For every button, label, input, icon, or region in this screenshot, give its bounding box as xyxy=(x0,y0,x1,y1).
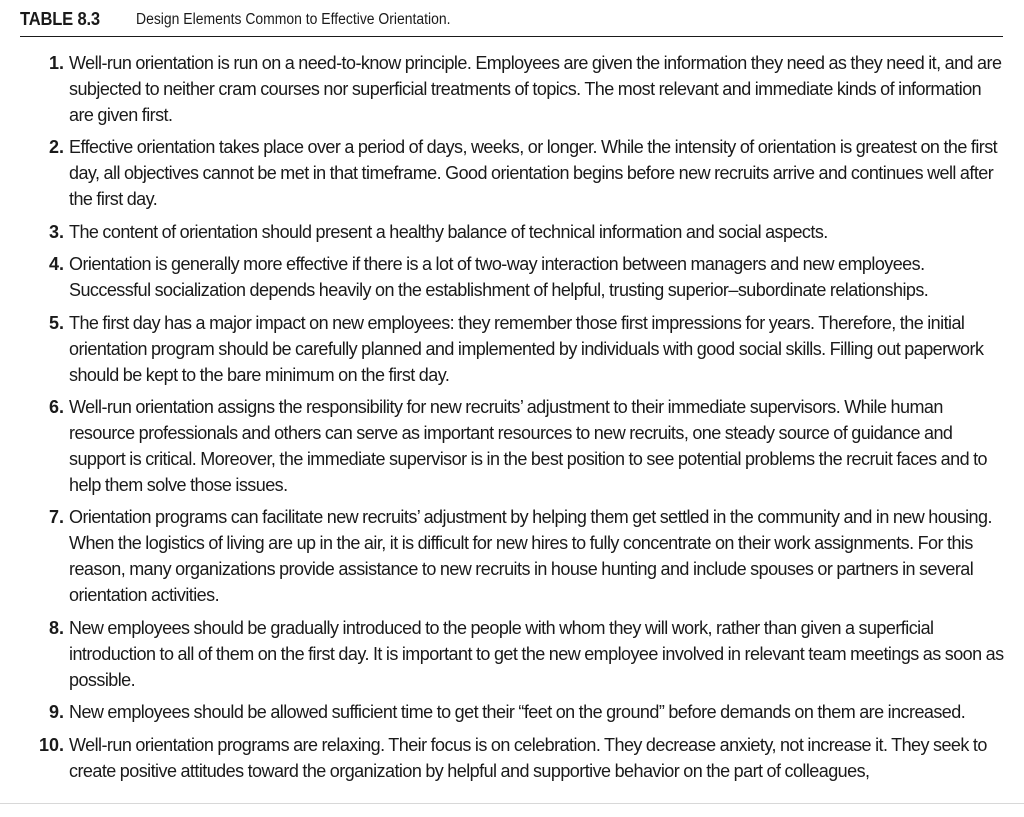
list-item xyxy=(0,699,1024,725)
item-text: The first day has a major impact on new employees: they remember those first impressions for years. Therefore, the initial orientation program should be carefully planned and implemented by individuals with good social skills. Filling out paperwork should be kept to the bare minimum on the first day. xyxy=(69,312,984,385)
list-item xyxy=(0,134,1024,212)
item-text: Orientation is generally more effective if there is a lot of two-way interaction between managers and new employees. Successful socialization depends heavily on the establishment of helpful, trusting superior–subordinate relationships. xyxy=(69,254,929,301)
item-number: 6. xyxy=(48,396,64,417)
item-number: 2. xyxy=(48,137,64,158)
item-text: Well-run orientation assigns the responsibility for new recruits’ adjustment to their immediate supervisors. While human resource professionals and others can serve as important resources to new recruits, one steady source of guidance and support is critical. Moreover, the immediate supervisor is in the best position to see potential problems the recruit faces and to help them solve those issues. xyxy=(69,396,987,495)
table-caption: Design Elements Common to Effective Orientation. xyxy=(136,11,451,28)
item-text: The content of orientation should present a healthy balance of technical information and social aspects. xyxy=(69,221,828,242)
orientation-elements-list xyxy=(0,50,1024,790)
list-item xyxy=(0,310,1024,388)
list-item xyxy=(0,615,1024,693)
table-header xyxy=(20,8,1003,37)
item-text: Orientation programs can facilitate new recruits’ adjustment by helping them get settled in the community and in new housing. When the logistics of living are up in the air, it is difficult for new hires to fully concentrate on their work assignments. For this reason, many organizations provide assistance to new recruits in house hunting and include spouses or partners in several orientation activities. xyxy=(69,507,992,606)
item-number: 8. xyxy=(48,617,64,638)
page-bottom-divider xyxy=(0,803,1024,804)
item-number: 4. xyxy=(48,254,64,275)
list-item xyxy=(0,504,1024,608)
list-item xyxy=(0,219,1024,245)
item-number: 1. xyxy=(48,53,64,73)
item-number: 9. xyxy=(48,702,64,723)
table-label: TABLE 8.3 xyxy=(20,9,100,29)
list-item xyxy=(0,732,1024,784)
item-number: 7. xyxy=(48,507,64,528)
item-number: 5. xyxy=(48,312,64,333)
item-text: New employees should be gradually introduced to the people with whom they will work, rather than given a superficial introduction to all of them on the first day. It is important to get the new employee involved in relevant team meetings as soon as possible. xyxy=(69,617,1004,690)
item-text: Well-run orientation programs are relaxing. Their focus is on celebration. They decrease anxiety, not increase it. They seek to create positive attitudes toward the organization by helpful and supportive behavior on the part of colleagues, xyxy=(69,734,987,781)
item-number: 3. xyxy=(48,221,64,242)
item-number: 10. xyxy=(38,734,64,755)
list-item xyxy=(0,50,1024,128)
list-item xyxy=(0,394,1024,498)
item-text: Well-run orientation is run on a need-to-know principle. Employees are given the information they need as they need it, and are subjected to neither cram courses nor superficial treatments of topics. The most relevant and immediate kinds of information are given first. xyxy=(69,53,1002,125)
list-item xyxy=(0,251,1024,303)
item-text: New employees should be allowed sufficient time to get their “feet on the ground” before demands on them are increased. xyxy=(69,702,966,723)
item-text: Effective orientation takes place over a period of days, weeks, or longer. While the intensity of orientation is greatest on the first day, all objectives cannot be met in that timeframe. Good orientation begins before new recruits arrive and continues well after the first day. xyxy=(69,137,998,210)
